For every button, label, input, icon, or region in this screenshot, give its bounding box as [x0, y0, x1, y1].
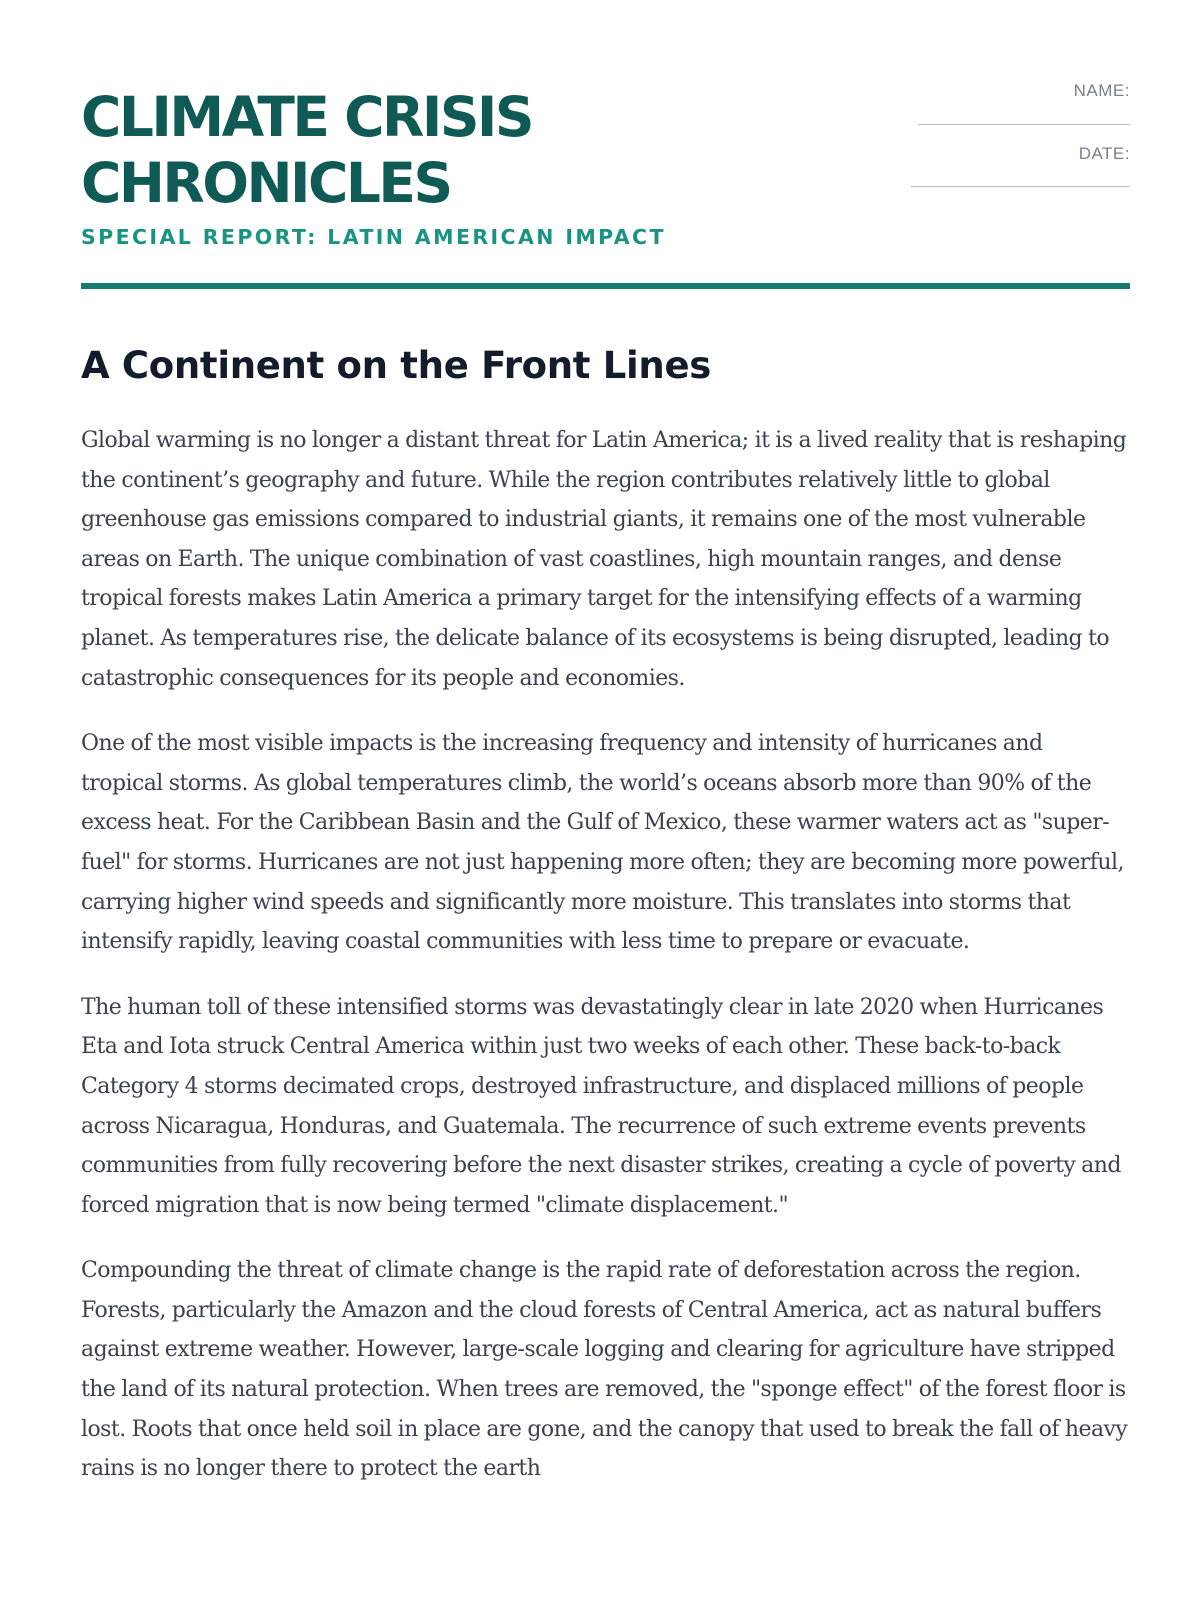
article-paragraph: Compounding the threat of climate change is the rapid rate of deforestation across the region. Forests, particularly the Amazon and the cloud forests of Central America, act as natural buffers against extreme weather. However, large-scale logging and clearing for agriculture have stripped the land of its natural protection. When trees are removed, the "sponge effect" of the forest floor is lost. Roots that once held soil in place are gone, and the canopy that used to break the fall of heavy rains is no longer there to protect the earth	[81, 1258, 1128, 1482]
article-paragraph: Global warming is no longer a distant threat for Latin America; it is a lived reality that is reshaping the continent’s geography and future. While the region contributes relatively little to global greenhouse gas emissions compared to industrial giants, it remains one of the most vulnerable areas on Earth. The unique combination of vast coastlines, high mountain ranges, and dense tropical forests makes Latin America a primary target for the intensifying effects of a warming planet. As temperatures rise, the delicate balance of its ecosystems is being disrupted, leading to catastrophic consequences for its people and economies.	[81, 428, 1127, 691]
title-line-2: CHRONICLES	[81, 151, 451, 215]
article-paragraph: The human toll of these intensified storms was devastatingly clear in late 2020 when Hurricanes Eta and Iota struck Central America within just two weeks of each other. These back-to-back Category 4 storms decimated crops, destroyed infrastructure, and displaced millions of people across Nicaragua, Honduras, and Guatemala. The recurrence of such extreme events prevents communities from fully recovering before the next disaster strikes, creating a cycle of poverty and forced migration that is now being termed "climate displacement."	[81, 994, 1121, 1218]
student-info-fields	[900, 81, 1130, 194]
publication-title	[81, 84, 701, 216]
header-divider	[81, 283, 1130, 289]
article-heading: A Continent on the Front Lines	[81, 344, 711, 387]
report-subtitle: SPECIAL REPORT: LATIN AMERICAN IMPACT	[81, 225, 666, 249]
name-label: NAME:	[1073, 81, 1130, 100]
date-label: DATE:	[1078, 144, 1130, 163]
name-field[interactable]	[918, 124, 1130, 125]
article-paragraph: One of the most visible impacts is the increasing frequency and intensity of hurricanes and tropical storms. As global temperatures climb, the world’s oceans absorb more than 90% of the excess heat. For the Caribbean Basin and the Gulf of Mexico, these warmer waters act as "super-fuel" for storms. Hurricanes are not just happening more often; they are becoming more powerful, carrying higher wind speeds and significantly more moisture. This translates into storms that intensify rapidly, leaving coastal communities with less time to prepare or evacuate.	[81, 731, 1124, 955]
masthead	[81, 81, 1130, 289]
title-line-1: CLIMATE CRISIS	[81, 85, 533, 149]
article-body	[81, 421, 1130, 1515]
date-field[interactable]	[911, 186, 1130, 187]
